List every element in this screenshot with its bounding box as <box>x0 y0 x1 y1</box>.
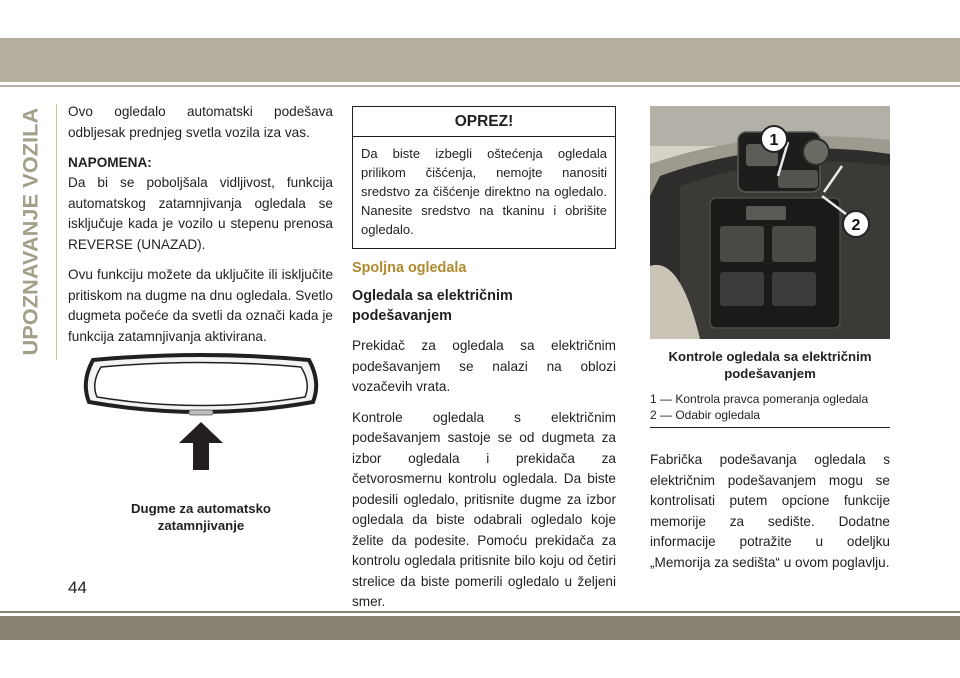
figure-legend <box>650 391 890 428</box>
chapter-tab-line <box>56 104 57 360</box>
caution-title: OPREZ! <box>353 107 615 137</box>
controls-paragraph: Kontrole ogledala s električnim podešavanjem sastoje se od dugmeta za izbor ogledala i prekidača za četvorosmernu kontrolu ogledala. Da biste podesili ogledalo, pritisnite dugme za izbor ogledala da biste odabrali ogledalo koje želite da podesite. Pomoću prekidača za kontrolu ogledala pritisnite bilo koju od četiri strelice da biste pomerili ogledalo u željeni smer. <box>352 409 616 609</box>
callout-2: 2 <box>851 217 861 234</box>
header-rule <box>0 85 960 87</box>
footer-band <box>0 616 960 640</box>
note-text: Da bi se poboljšala vidljivost, funkcija automatskog zatamnjivanja ogledala se isključuje kada je vozilo u stepenu prenosa REVERSE (UNAZAD). <box>68 175 333 252</box>
column-1 <box>68 102 333 357</box>
header-band <box>0 38 960 82</box>
page-number: 44 <box>68 578 87 597</box>
footer-rule <box>0 611 960 613</box>
mirror-controls-photo <box>650 106 890 339</box>
dimming-paragraph: Ovu funkciju možete da uključite ili isključite pritiskom na dugme na dnu ogledala. Svetlo dugmeta počeće da svetli da označi kada je funkcija zatamnjivanja aktivirana. <box>68 267 333 344</box>
controls-figure-caption: Kontrole ogledala sa električnim podešavanjem <box>668 349 872 381</box>
sub-heading: Ogledala sa električnim podešavanjem <box>352 288 513 324</box>
memory-paragraph: Fabrička podešavanja ogledala s električnim podešavanjem mogu se kontrolisati putem opcione funkcije memorije za sedište. Dodatne informacije potražite u odeljku „Memorija za sedišta“ u ovom poglavlju. <box>650 452 890 570</box>
caution-box <box>352 106 616 249</box>
note-heading: NAPOMENA: <box>68 155 152 170</box>
column-3 <box>650 106 890 583</box>
chapter-tab-label: UPOZNAVANJE VOZILA <box>18 107 43 355</box>
section-heading: Spoljna ogledala <box>352 260 467 276</box>
legend-item: 1 — Kontrola pravca pomeranja ogledala <box>650 392 869 406</box>
legend-item: 2 — Odabir ogledala <box>650 408 761 422</box>
rearview-mirror-figure <box>81 352 321 476</box>
mirror-figure-caption: Dugme za automatsko zatamnjivanje <box>131 501 271 533</box>
chapter-tab <box>13 102 49 360</box>
rearview-mirror-icon <box>81 352 321 476</box>
caution-text: Da biste izbegli oštećenja ogledala prilikom čišćenja, nemojte nanositi sredstvo za čišćenje direktno na ogledalo. Nanesite sredstvo na tkaninu i obrišite ogledalo. <box>361 146 607 237</box>
intro-paragraph: Ovo ogledalo automatski podešava odbljesak prednjeg svetla vozila iza vas. <box>68 104 333 140</box>
callout-1: 1 <box>769 132 779 149</box>
column-2 <box>352 106 616 623</box>
switch-location-paragraph: Prekidač za ogledala sa električnim podešavanjem se nalazi na oblozi vozačevih vrata. <box>352 338 616 394</box>
